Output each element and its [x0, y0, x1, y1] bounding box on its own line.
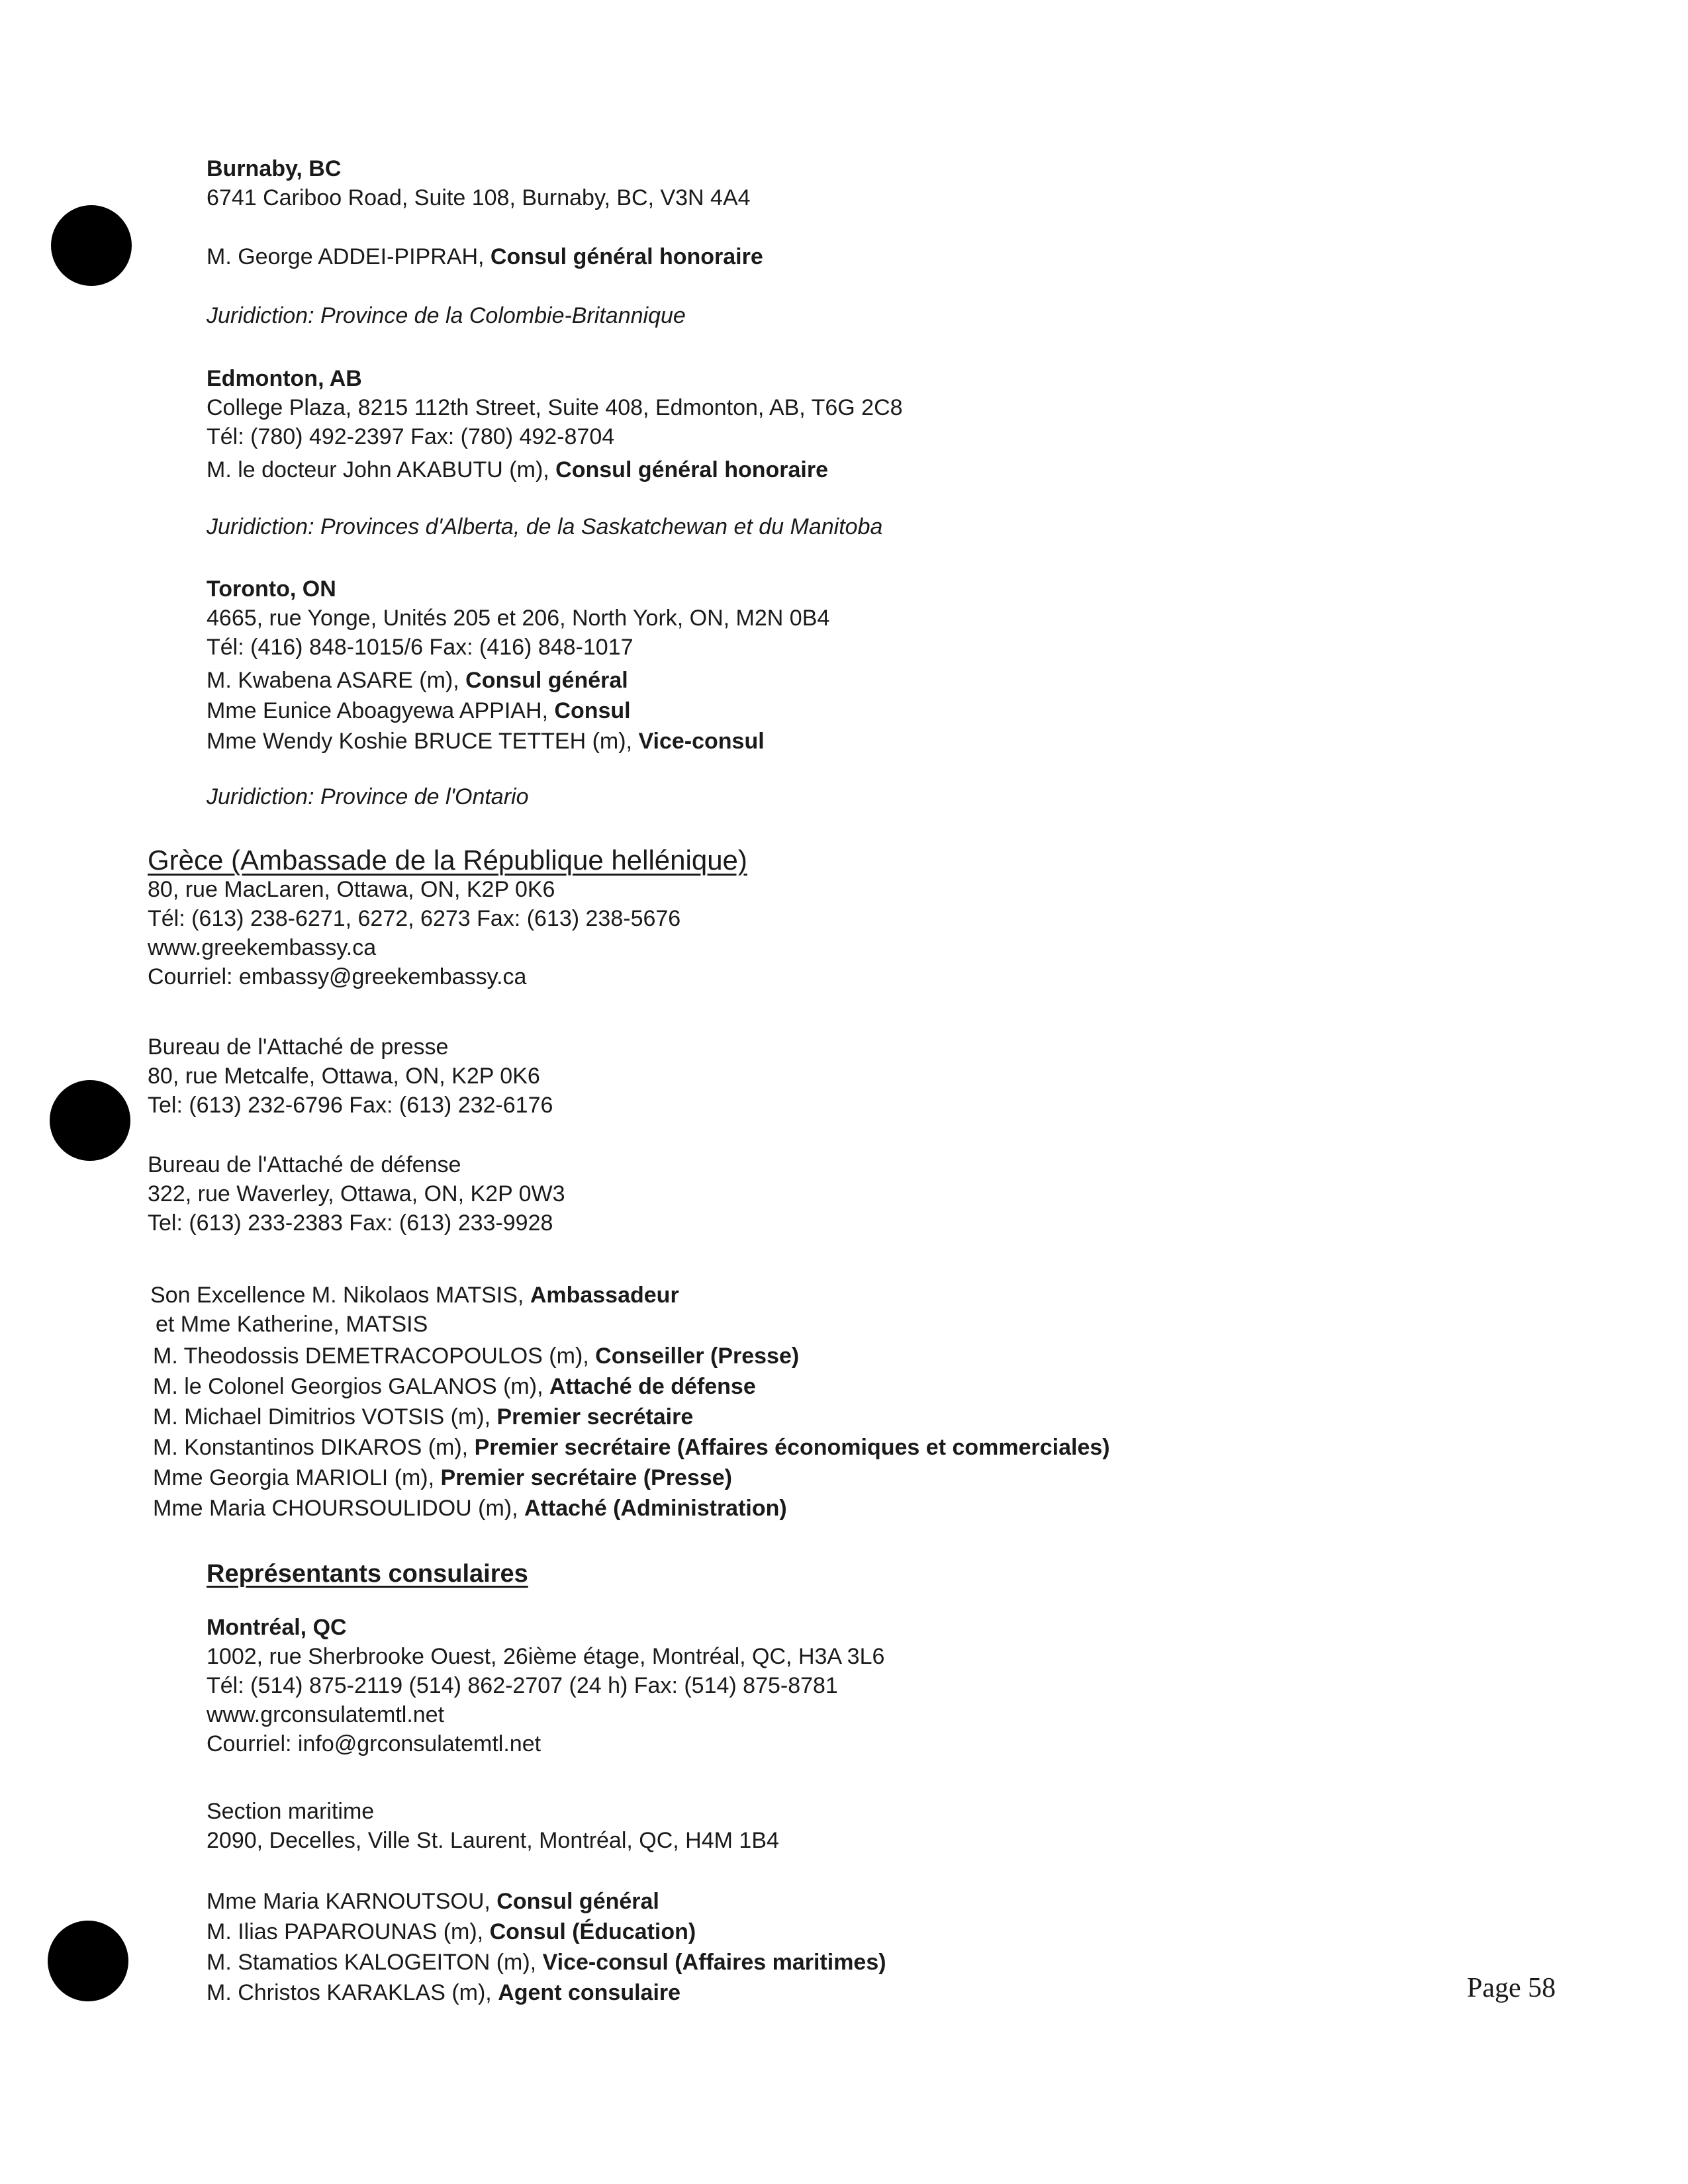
official-title: Premier secrétaire: [496, 1404, 694, 1430]
consulate-burnaby: [207, 154, 1266, 330]
office-address: 322, rue Waverley, Ottawa, ON, K2P 0W3: [148, 1181, 565, 1206]
consulate-toronto: [207, 574, 1266, 811]
official-line: [207, 1917, 1266, 1946]
page-number: Page 58: [1467, 1973, 1556, 2003]
official-line: [207, 1978, 1266, 2007]
official-name: M. le Colonel Georgios GALANOS (m),: [153, 1374, 549, 1399]
consulate-jurisdiction: Juridiction: Provinces d'Alberta, de la Saskatchewan et du Manitoba: [207, 514, 883, 539]
official-name: Mme Maria CHOURSOULIDOU (m),: [153, 1496, 525, 1521]
embassy-address: 80, rue MacLaren, Ottawa, ON, K2P 0K6: [148, 877, 555, 902]
official-name: Son Excellence M. Nikolaos MATSIS,: [150, 1283, 530, 1308]
official-title: Vice-consul: [638, 729, 765, 754]
consulate-montreal: [207, 1613, 1266, 2007]
consulate-city: Toronto, ON: [207, 576, 336, 602]
official-name: Mme Wendy Koshie BRUCE TETTEH (m),: [207, 729, 639, 754]
consulate-jurisdiction: Juridiction: Province de la Colombie-Britannique: [207, 303, 686, 328]
embassy-staff: [150, 1281, 1110, 1523]
press-office: [148, 1032, 553, 1120]
official-line: [207, 727, 1266, 756]
official-title: Consul général: [465, 668, 628, 693]
official-line: [207, 1948, 1266, 1977]
official-title: Consul général honoraire: [490, 244, 763, 269]
staff-line: [150, 1494, 1110, 1523]
official-name: M. Theodossis DEMETRACOPOULOS (m),: [153, 1343, 596, 1369]
consulate-edmonton: [207, 364, 1266, 541]
official-line: [207, 242, 1266, 271]
official-name: M. le docteur John AKABUTU (m),: [207, 457, 556, 482]
consulate-address: 1002, rue Sherbrooke Ouest, 26ième étage, Montréal, QC, H3A 3L6: [207, 1644, 885, 1669]
official-title: Consul général: [496, 1889, 659, 1914]
official-name: M. Christos KARAKLAS (m),: [207, 1980, 498, 2005]
official-line: [207, 666, 1266, 695]
official-name: M. Ilias PAPAROUNAS (m),: [207, 1919, 490, 1944]
staff-line: [150, 1372, 1110, 1401]
official-title: Conseiller (Presse): [595, 1343, 800, 1369]
office-name: Bureau de l'Attaché de presse: [148, 1034, 449, 1060]
consulate-phone: Tél: (416) 848-1015/6 Fax: (416) 848-1017: [207, 635, 633, 660]
consulate-phone: Tél: (514) 875-2119 (514) 862-2707 (24 h) Fax: (514) 875-8781: [207, 1673, 838, 1698]
punch-hole-middle: [50, 1080, 130, 1161]
maritime-section-name: Section maritime: [207, 1799, 375, 1824]
official-name: M. Konstantinos DIKAROS (m),: [153, 1435, 475, 1460]
maritime-section-address: 2090, Decelles, Ville St. Laurent, Montréal, QC, H4M 1B4: [207, 1828, 779, 1853]
official-title: Attaché (Administration): [524, 1496, 787, 1521]
official-title: Consul (Éducation): [489, 1919, 696, 1944]
consulate-address: 6741 Cariboo Road, Suite 108, Burnaby, BC, V3N 4A4: [207, 185, 751, 210]
office-address: 80, rue Metcalfe, Ottawa, ON, K2P 0K6: [148, 1064, 540, 1089]
embassy-email: Courriel: embassy@greekembassy.ca: [148, 964, 527, 989]
official-name: M. Michael Dimitrios VOTSIS (m),: [153, 1404, 497, 1430]
official-title: Consul général honoraire: [555, 457, 829, 482]
consulate-city: Burnaby, BC: [207, 156, 342, 181]
official-line: [207, 1887, 1266, 1916]
consulate-phone: Tél: (780) 492-2397 Fax: (780) 492-8704: [207, 424, 615, 449]
consulate-city: Edmonton, AB: [207, 366, 362, 391]
official-name: M. Kwabena ASARE (m),: [207, 668, 466, 693]
office-phone: Tel: (613) 232-6796 Fax: (613) 232-6176: [148, 1093, 553, 1118]
staff-line: [150, 1463, 1110, 1492]
punch-hole-top: [51, 205, 132, 286]
punch-hole-bottom: [48, 1921, 128, 2001]
ambassador-spouse: et Mme Katherine, MATSIS: [156, 1312, 428, 1337]
official-title: Agent consulaire: [498, 1980, 681, 2005]
country-heading-greece: Grèce (Ambassade de la République hellénique): [148, 844, 747, 876]
official-name: Mme Eunice Aboagyewa APPIAH,: [207, 698, 555, 723]
embassy-website: www.greekembassy.ca: [148, 935, 377, 960]
staff-line: [150, 1342, 1110, 1371]
office-phone: Tel: (613) 233-2383 Fax: (613) 233-9928: [148, 1210, 553, 1236]
consulate-email: Courriel: info@grconsulatemtl.net: [207, 1731, 541, 1756]
official-title: Premier secrétaire (Presse): [440, 1465, 732, 1490]
consulate-city: Montréal, QC: [207, 1615, 347, 1640]
consulate-address: 4665, rue Yonge, Unités 205 et 206, North York, ON, M2N 0B4: [207, 606, 830, 631]
defense-office: [148, 1150, 565, 1238]
staff-line: [150, 1402, 1110, 1432]
official-title: Attaché de défense: [549, 1374, 756, 1399]
office-name: Bureau de l'Attaché de défense: [148, 1152, 461, 1177]
consulate-jurisdiction: Juridiction: Province de l'Ontario: [207, 784, 529, 809]
official-title: Vice-consul (Affaires maritimes): [542, 1950, 886, 1975]
ambassador-line: [150, 1281, 1110, 1310]
official-name: Mme Maria KARNOUTSOU,: [207, 1889, 497, 1914]
consular-representatives-heading: Représentants consulaires: [207, 1560, 528, 1588]
official-title: Premier secrétaire (Affaires économiques et commerciales): [474, 1435, 1110, 1460]
consulate-address: College Plaza, 8215 112th Street, Suite 408, Edmonton, AB, T6G 2C8: [207, 395, 903, 420]
official-title: Consul: [554, 698, 631, 723]
consulate-website: www.grconsulatemtl.net: [207, 1702, 445, 1727]
embassy-phone: Tél: (613) 238-6271, 6272, 6273 Fax: (613) 238-5676: [148, 906, 681, 931]
official-name: M. Stamatios KALOGEITON (m),: [207, 1950, 543, 1975]
official-line: [207, 696, 1266, 725]
embassy-contact: [148, 875, 680, 991]
official-line: [207, 455, 1266, 484]
official-name: M. George ADDEI-PIPRAH,: [207, 244, 491, 269]
staff-line: [150, 1433, 1110, 1462]
official-title: Ambassadeur: [530, 1283, 679, 1308]
official-name: Mme Georgia MARIOLI (m),: [153, 1465, 441, 1490]
